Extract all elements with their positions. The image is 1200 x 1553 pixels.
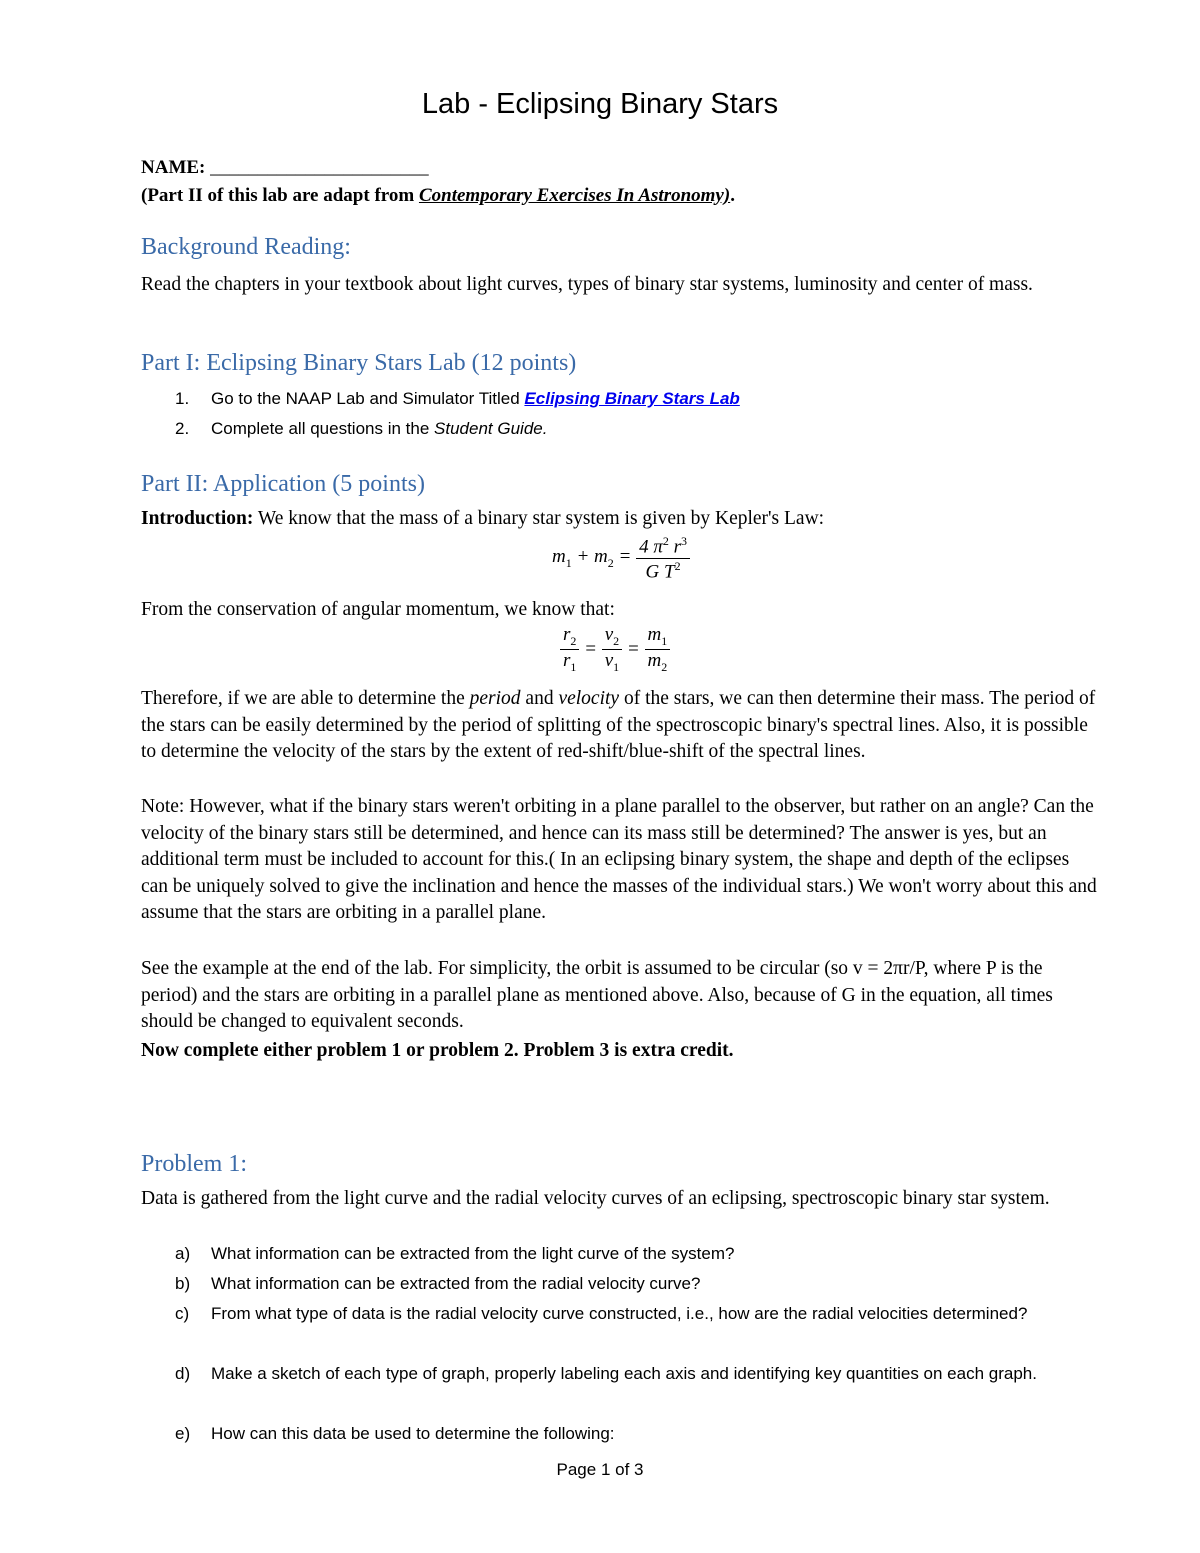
name-label: NAME:	[141, 157, 206, 178]
attribution-prefix: (Part II of this lab are adapt from	[141, 185, 419, 206]
para-text: Therefore, if we are able to determine the	[141, 688, 470, 709]
intro-label: Introduction:	[141, 508, 254, 529]
part2-heading: Part II: Application (5 points)	[141, 471, 425, 497]
problem1-item-d	[175, 1359, 1115, 1389]
list-label: d)	[175, 1364, 191, 1383]
note-paragraph: Note: However, what if the binary stars weren't orbiting in a plane parallel to the observer, but rather on an angle? Can the velocity of the binary stars still be determined, and hence can its mass still be determined? The answer is yes, but an additional term must be included to account for this.( In an eclipsing binary system, the shape and depth of the eclipses can be uniquely solved to give the inclination and hence the masses of the individual stars.) We won't worry about this and assume that the stars are orbiting in a parallel plane.	[141, 796, 1097, 924]
problem1-intro: Data is gathered from the light curve and the radial velocity curves of an eclipsing, spectroscopic binary star system.	[141, 1188, 1050, 1209]
item-text: What information can be extracted from the radial velocity curve?	[211, 1274, 701, 1293]
problem1-item-e	[175, 1419, 1115, 1449]
list-label: a)	[175, 1244, 191, 1263]
problem1-heading: Problem 1:	[141, 1151, 247, 1177]
part1-item-2	[175, 414, 1115, 444]
naap-lab-link[interactable]: Eclipsing Binary Stars Lab	[524, 389, 740, 408]
name-field-row	[141, 155, 1101, 181]
intro-text: We know that the mass of a binary star system is given by Kepler's Law:	[253, 508, 825, 529]
attribution-book: Contemporary Exercises In Astronomy)	[418, 185, 731, 206]
item-text: Complete all questions in the	[211, 419, 435, 438]
instruction-line: Now complete either problem 1 or problem 2. Problem 3 is extra credit.	[141, 1040, 734, 1061]
velocity-term: velocity	[558, 688, 620, 709]
page-title: Lab - Eclipsing Binary Stars	[421, 88, 779, 120]
background-heading: Background Reading:	[141, 234, 351, 260]
keplers-law-equation: $m_1 + m_2$ = $\frac{4 \pi^2 r^3}{G T^2}$	[552, 534, 690, 584]
item-text: Go to the NAAP Lab and Simulator Titled	[211, 389, 525, 408]
student-guide-text: Student Guide.	[434, 419, 548, 438]
conservation-text: From the conservation of angular momentum, we know that:	[141, 599, 615, 620]
list-label: c)	[175, 1304, 190, 1323]
problem1-item-b	[175, 1269, 1115, 1299]
name-line[interactable]: _______________________	[210, 157, 429, 178]
problem1-item-a	[175, 1239, 1115, 1269]
item-text: Make a sketch of each type of graph, properly labeling each axis and identifying key quantities on each graph.	[211, 1364, 1037, 1383]
item-text: What information can be extracted from the light curve of the system?	[211, 1244, 735, 1263]
example-paragraph: See the example at the end of the lab. For simplicity, the orbit is assumed to be circular (so v = 2πr/P, where P is the period) and the stars are orbiting in a parallel plane as mentioned above. Also, because of G in the equation, all times should be changed to equivalent seconds.	[141, 958, 1053, 1033]
momentum-equation: $\frac{r_2}{r_1}$ = $\frac{v_2}{v_1}$ = $\frac{m_1}{m_2}$	[560, 624, 670, 675]
therefore-paragraph	[141, 686, 1101, 766]
background-text: Read the chapters in your textbook about light curves, types of binary star systems, luminosity and center of mass.	[141, 274, 1033, 295]
part1-item-1	[175, 384, 1115, 414]
item-text: How can this data be used to determine the following:	[211, 1424, 615, 1443]
problem1-item-c	[175, 1299, 1115, 1329]
intro-paragraph	[141, 506, 1101, 533]
period-term: period	[469, 688, 521, 709]
list-label: e)	[175, 1424, 191, 1443]
list-label: b)	[175, 1274, 191, 1293]
part1-heading: Part I: Eclipsing Binary Stars Lab (12 points)	[141, 350, 577, 376]
para-text: and	[520, 688, 559, 709]
item-text: From what type of data is the radial velocity curve constructed, i.e., how are the radial velocities determined?	[211, 1304, 1028, 1323]
attribution-suffix: .	[730, 185, 735, 206]
page-footer: Page 1 of 3	[556, 1460, 644, 1479]
list-number: 1.	[175, 389, 190, 408]
list-number: 2.	[175, 419, 190, 438]
para-text: of the stars, we can then determine their mass. The period of the stars can be easily determined by the period of splitting of the spectroscopic binary's spectral lines. Also, it is possible to determine the velocity of the stars by the extent of red-shift/blue-shift of the spectral lines.	[141, 688, 1096, 763]
attribution-line	[141, 183, 1101, 209]
